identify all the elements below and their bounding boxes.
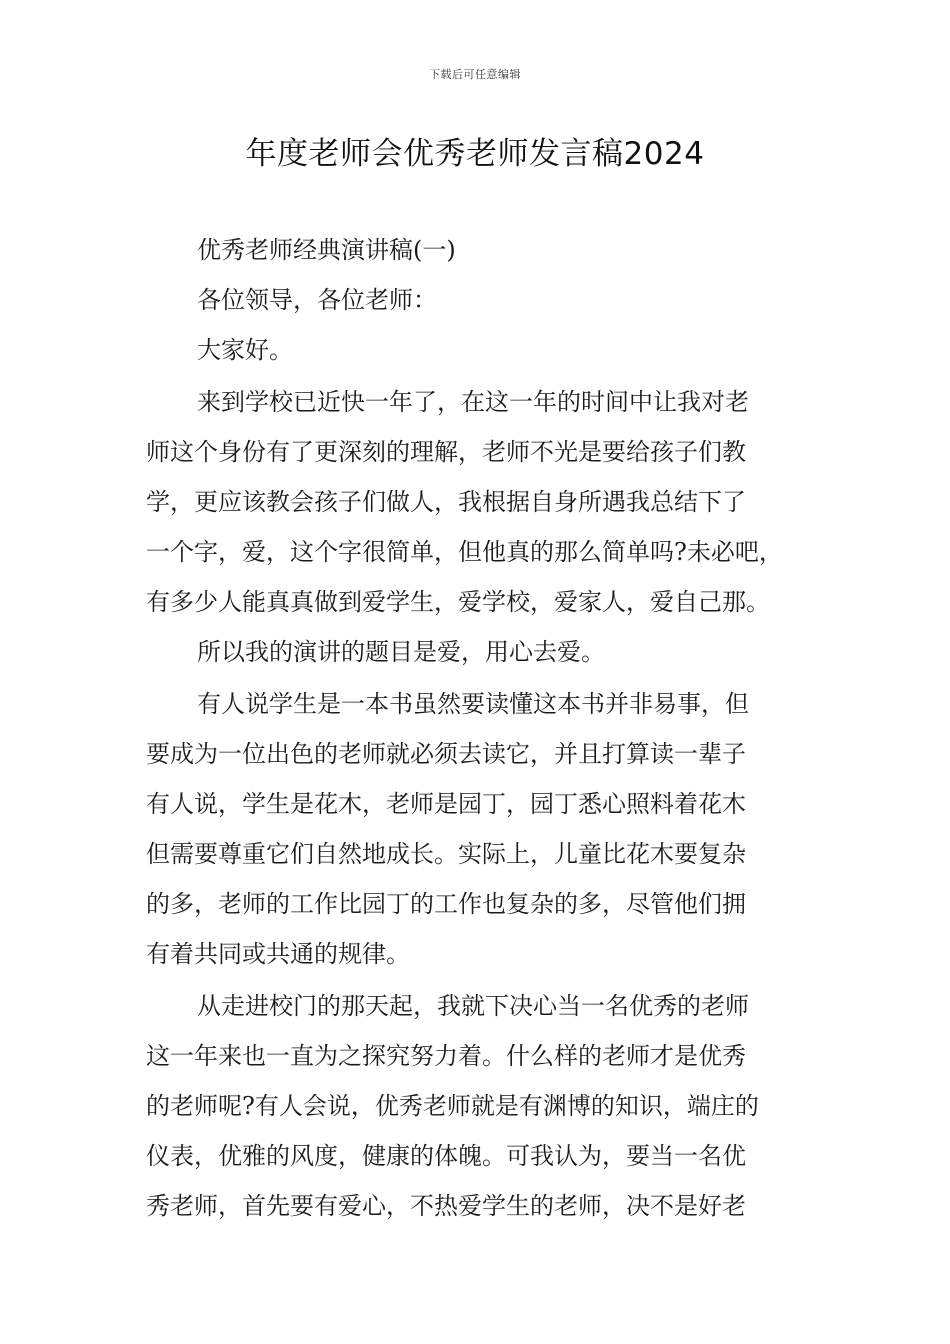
paragraph-line: 有人说学生是一本书虽然要读懂这本书并非易事，但 [197,690,749,718]
subtitle-line: 优秀老师经典演讲稿(一) [197,236,456,264]
paragraph-line: 所以我的演讲的题目是爱，用心去爱。 [197,638,605,666]
paragraph-line: 这一年来也一直为之探究努力着。什么样的老师才是优秀 [146,1042,746,1070]
document-body [146,225,822,1231]
paragraph-line: 从走进校门的那天起，我就下决心当一名优秀的老师 [197,992,749,1020]
paragraph-line: 有着共同或共通的规律。 [146,940,410,968]
paragraph-line: 学，更应该教会孩子们做人，我根据自身所遇我总结下了 [146,488,746,516]
document-title: 年度老师会优秀老师发言稿2024 [245,136,705,172]
paragraph-line: 的老师呢?有人会说，优秀老师就是有渊博的知识，端庄的 [146,1092,759,1120]
paragraph-line: 有人说，学生是花木，老师是园丁，园丁悉心照料着花木 [146,790,746,818]
paragraph-line: 的多，老师的工作比园丁的工作也复杂的多，尽管他们拥 [146,890,746,918]
greeting-line: 大家好。 [197,336,293,364]
salutation-line: 各位领导，各位老师： [197,286,437,314]
paragraph-line: 但需要尊重它们自然地成长。实际上，儿童比花木要复杂 [146,840,746,868]
paragraph-line: 仪表，优雅的风度，健康的体魄。可我认为，要当一名优 [146,1142,746,1170]
paragraph-line: 来到学校已近快一年了，在这一年的时间中让我对老 [197,388,749,416]
paragraph-line: 要成为一位出色的老师就必须去读它，并且打算读一辈子 [146,740,746,768]
paragraph-line: 秀老师，首先要有爱心，不热爱学生的老师，决不是好老 [146,1192,746,1220]
paragraph-line: 有多少人能真真做到爱学生，爱学校，爱家人，爱自己那。 [146,588,770,616]
header-note: 下载后可任意编辑 [429,68,521,81]
paragraph-line: 师这个身份有了更深刻的理解，老师不光是要给孩子们教 [146,438,746,466]
paragraph-line: 一个字，爱，这个字很简单，但他真的那么简单吗?未必吧， [146,538,783,566]
